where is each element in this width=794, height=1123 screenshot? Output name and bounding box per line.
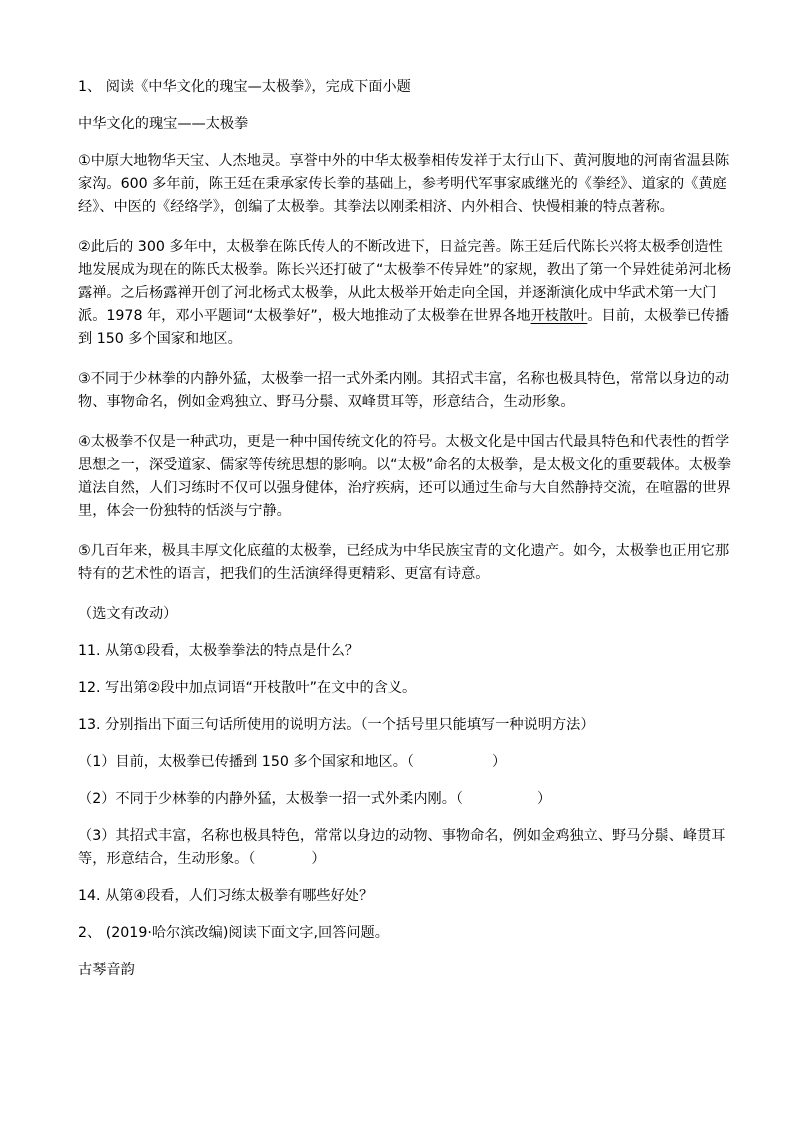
question-13-item-1 [78,751,734,774]
paragraph-2-text-before: ②此后的 300 多年中，太极拳在陈氏传人的不断改进下，日益完善。陈王廷后代陈长兴将太极季创造性地发展成为现在的陈氏太极拳。陈长兴还打破了“太极拳不传异姓”的家规，教出了第一个异姓徒弟河北杨露禅。之后杨露禅开创了河北杨式太极拳，从此太极举开始走向全国，并逐渐演化成中华武术第一大门派。1978 年，邓小平题词“太极拳好”，极大地推动了太极拳在世界各地 [78,239,732,324]
paragraph-5: ⑤几百年来，极具丰厚文化底蕴的太极拳，已经成为中华民族宝青的文化遗产。如今，太极拳也正用它那特有的艺术性的语言，把我们的生活演绎得更精彩、更富有诗意。 [78,543,730,582]
question-13-item-1-text: （1）目前，太极拳已传播到 150 多个国家和地区。（ [78,754,414,770]
article-1-title: 中华文化的瑰宝——太极拳 [78,116,249,132]
question-13-item-3-close: ） [311,851,326,867]
question-13-item-2-close: ） [537,791,552,807]
paragraph-2-underlined-phrase: 开枝散叶 [530,308,588,324]
question-11: 11. 从第①段看，太极拳拳法的特点是什么？ [78,643,359,659]
paragraph-4: ④太极拳不仅是一种武功，更是一种中国传统文化的符号。太极文化是中国古代最具特色和代表性的哲学思想之一，深受道家、儒家等传统思想的影响。以“太极”命名的太极拳，是太极文化的重要载体。太极拳道法自然，人们习练时不仅可以强身健体，治疗疾病，还可以通过生命与大自然静持交流，在喧嚣的世界里，体会一份独特的恬淡与宁静。 [78,434,732,519]
question-13-item-2 [78,788,734,811]
question-13-item-3-text: （3）其招式丰富，名称也极具特色，常常以身边的动物、事物命名，例如金鸡独立、野马分鬃、峰贯耳等，形意结合，生动形象。（ [78,828,726,867]
question-13-item-1-close: ） [491,754,507,770]
question-12: 12. 写出第②段中加点词语“开枝散叶”在文中的含义。 [78,680,417,696]
source-note: （选文有改动） [78,606,178,622]
question-13-item-3 [78,825,734,871]
question-13: 13. 分别指出下面三句话所使用的说明方法。（一个括号里只能填写一种说明方法） [78,717,595,733]
question-13-item-2-text: （2）不同于少林拳的内静外猛，太极拳一招一式外柔内刚。（ [78,791,463,807]
question-1-heading: 1、 阅读《中华文化的瑰宝—太极拳》，完成下面小题 [78,79,411,95]
question-2-heading: 2、 (2019·哈尔滨改编)阅读下面文字,回答问题。 [78,925,389,941]
article-2-title: 古琴音韵 [78,962,135,978]
paragraph-1: ①中原大地物华天宝、人杰地灵。享誉中外的中华太极拳相传发祥于太行山下、黄河腹地的河南省温县陈家沟。600 多年前，陈王廷在秉承家传长拳的基础上，参考明代军事家戚继光的《拳经》、道家的《黄庭经》、中医的《经络学》，创编了太极拳。其拳法以刚柔相济、内外相合、快慢相兼的特点著称。 [78,153,730,215]
paragraph-2-text-after: 。目前，太极拳已传播到 150 多个国家和地区。 [78,308,730,347]
paragraph-2 [78,236,734,351]
question-14: 14. 从第④段看，人们习练太极拳有哪些好处？ [78,888,374,904]
paragraph-3: ③不同于少林拳的内静外猛，太极拳一招一式外柔内刚。其招式丰富，名称也极具特色，常常以身边的动物、事物命名，例如金鸡独立、野马分鬃、双峰贯耳等，形意结合，生动形象。 [78,371,730,410]
